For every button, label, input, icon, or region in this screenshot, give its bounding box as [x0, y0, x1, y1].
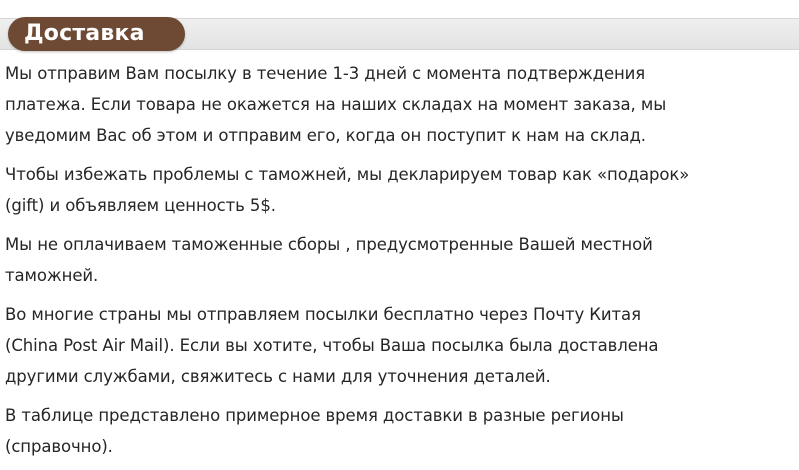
paragraph-customs-declaration — [5, 159, 695, 221]
text-line: (China Post Air Mail). Если вы хотите, чтобы Ваша посылка была доставлена — [5, 336, 659, 355]
paragraph-free-shipping — [5, 299, 695, 392]
text-line: таможней. — [5, 266, 99, 285]
text-line: платежа. Если товара не окажется на наших складах на момент заказа, мы — [5, 95, 667, 114]
paragraph-delivery-table-note — [5, 400, 695, 462]
text-line: (справочно). — [5, 437, 113, 456]
text-line: В таблице представлено примерное время доставки в разные регионы — [5, 406, 624, 425]
text-line: Чтобы избежать проблемы с таможней, мы декларируем товар как «подарок» — [5, 165, 690, 184]
text-line: Мы не оплачиваем таможенные сборы , предусмотренные Вашей местной — [5, 235, 653, 254]
text-line: Во многие страны мы отправляем посылки бесплатно через Почту Китая — [5, 305, 641, 324]
text-line: Мы отправим Вам посылку в течение 1-3 дней с момента подтверждения — [5, 64, 646, 83]
shipping-info-text — [5, 58, 695, 470]
text-line: другими службами, свяжитесь с нами для уточнения деталей. — [5, 367, 551, 386]
paragraph-customs-fees — [5, 229, 695, 291]
paragraph-dispatch — [5, 58, 695, 151]
text-line: уведомим Вас об этом и отправим его, когда он поступит к нам на склад. — [5, 126, 646, 145]
section-title: Доставка — [24, 21, 145, 46]
text-line: (gift) и объявляем ценность 5$. — [5, 196, 276, 215]
